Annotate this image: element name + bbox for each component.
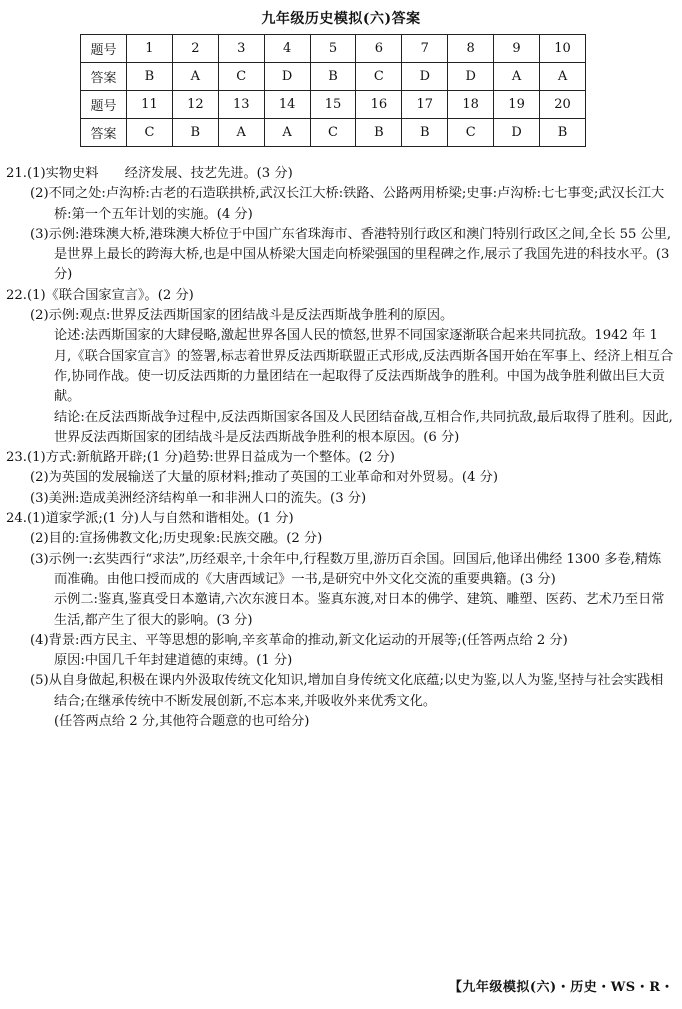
q21-part1: 21.(1)实物史料 经济发展、技艺先进。(3 分): [6, 166, 293, 181]
q24-part5: (5)从自身做起,积极在课内外汲取传统文化知识,增加自身传统文化底蕴;以史为鉴,以人为鉴,坚持与社会实践相结合;在继承传统中不断发展创新,不忘本来,并吸收外来优秀文化。: [30, 673, 664, 709]
answer-table-cell: 13: [218, 91, 264, 119]
answer-table-row: [81, 119, 586, 147]
answer-table-cell: 6: [356, 35, 402, 63]
answer-table-cell: D: [494, 119, 540, 147]
answer-table-cell: 2: [172, 35, 218, 63]
q23-part3: (3)美洲:造成美洲经济结构单一和非洲人口的流失。(3 分): [30, 490, 367, 506]
answer-table-cell: C: [218, 63, 264, 91]
q22-part2: (2)示例:观点:世界反法西斯国家的团结战斗是反法西斯战争胜利的原因。: [30, 308, 454, 324]
answer-content: [6, 164, 674, 732]
q23-part2: (2)为英国的发展输送了大量的原材料;推动了英国的工业革命和对外贸易。(4 分): [30, 470, 498, 486]
answer-table-row-header: 答案: [81, 63, 127, 91]
answer-table: [80, 34, 586, 147]
answer-table-row-header: 题号: [81, 35, 127, 63]
answer-table-cell: A: [218, 119, 264, 147]
answer-table-cell: 10: [540, 35, 586, 63]
answer-table-cell: 17: [402, 91, 448, 119]
answer-table-cell: B: [356, 119, 402, 147]
q24-part3-example1: (3)示例一:玄奘西行“求法”,历经艰辛,十余年中,行程数万里,游历百余国。回国后,他译出佛经 1300 多卷,精炼而准确。由他口授而成的《大唐西域记》一书,是研究中外文化交流的重要典籍。(3 分): [30, 551, 662, 587]
answer-table-cell: 3: [218, 35, 264, 63]
answer-table-cell: 15: [310, 91, 356, 119]
answer-table-cell: 18: [448, 91, 494, 119]
q21-part3: (3)示例:港珠澳大桥,港珠澳大桥位于中国广东省珠海市、香港特别行政区和澳门特别行政区之间,全长 55 公里,是世界上最长的跨海大桥,也是中国从桥梁大国走向桥梁强国的里程碑之作,展示了我国先进的科技水平。(3 分): [30, 226, 672, 283]
answer-table-cell: 4: [264, 35, 310, 63]
answer-table-cell: 1: [127, 35, 173, 63]
answer-table-cell: C: [356, 63, 402, 91]
answer-table-cell: C: [127, 119, 173, 147]
answer-table-row: [81, 91, 586, 119]
answer-table-cell: B: [172, 119, 218, 147]
answer-table-cell: 8: [448, 35, 494, 63]
answer-table-cell: B: [310, 63, 356, 91]
q24-part1: 24.(1)道家学派;(1 分)人与自然和谐相处。(1 分): [6, 511, 294, 527]
q24-scoring-note: (任答两点给 2 分,其他符合题意的也可给分): [54, 714, 310, 730]
answer-table-cell: D: [448, 63, 494, 91]
answer-table-cell: A: [494, 63, 540, 91]
answer-table-cell: A: [172, 63, 218, 91]
answer-table-row: [81, 35, 586, 63]
answer-table-row: [81, 63, 586, 91]
answer-table-cell: 12: [172, 91, 218, 119]
answer-table-cell: 19: [494, 91, 540, 119]
page-footer: 【九年级模拟(六)・历史・WS・R・: [448, 980, 674, 995]
answer-table-cell: 5: [310, 35, 356, 63]
answer-table-cell: C: [448, 119, 494, 147]
answer-table-cell: 16: [356, 91, 402, 119]
q22-conclusion: 结论:在反法西斯战争过程中,反法西斯国家各国及人民团结奋战,互相合作,共同抗敌,最后取得了胜利。因此,世界反法西斯国家的团结战斗是反法西斯战争胜利的根本原因。(6 分): [54, 409, 673, 445]
answer-table-cell: A: [264, 119, 310, 147]
q24-part2: (2)目的:宣扬佛教文化;历史现象:民族交融。(2 分): [30, 531, 323, 547]
q21-part2: (2)不同之处:卢沟桥:古老的石造联拱桥,武汉长江大桥:铁路、公路两用桥梁;史事:卢沟桥:七七事变;武汉长江大桥:第一个五年计划的实施。(4 分): [30, 186, 665, 222]
answer-table-cell: B: [127, 63, 173, 91]
answer-table-cell: B: [540, 119, 586, 147]
answer-table-cell: 7: [402, 35, 448, 63]
answer-table-cell: 11: [127, 91, 173, 119]
answer-table-cell: 14: [264, 91, 310, 119]
answer-table-cell: D: [264, 63, 310, 91]
answer-table-cell: 20: [540, 91, 586, 119]
q24-part4-reason: 原因:中国几千年封建道德的束缚。(1 分): [54, 653, 293, 669]
answer-table-cell: 9: [494, 35, 540, 63]
answer-table-cell: D: [402, 63, 448, 91]
answer-table-row-header: 题号: [81, 91, 127, 119]
answer-table-row-header: 答案: [81, 119, 127, 147]
q23-part1: 23.(1)方式:新航路开辟;(1 分)趋势:世界日益成为一个整体。(2 分): [6, 450, 395, 466]
q22-part1: 22.(1)《联合国家宣言》。(2 分): [6, 287, 194, 303]
q24-part4-background: (4)背景:西方民主、平等思想的影响,辛亥革命的推动,新文化运动的开展等;(任答两点给 2 分): [30, 632, 568, 648]
page-title: 九年级历史模拟(六)答案: [261, 11, 421, 27]
answer-table-cell: B: [402, 119, 448, 147]
answer-table-cell: A: [540, 63, 586, 91]
q22-argument: 论述:法西斯国家的大肆侵略,激起世界各国人民的愤怒,世界不同国家逐渐联合起来共同抗敌。1942 年 1 月,《联合国家宣言》的签署,标志着世界反法西斯联盟正式形成,反法西斯各国开始在军事上、经济上相互合作,协同作战。使一切反法西斯的力量团结在一起取得了反法西斯战争的胜利。中国为战争胜利做出巨大贡献。: [54, 328, 674, 405]
q24-part3-example2: 示例二:鉴真,鉴真受日本邀请,六次东渡日本。鉴真东渡,对日本的佛学、建筑、雕塑、医药、艺术乃至日常生活,都产生了很大的影响。(3 分): [54, 592, 665, 628]
answer-table-cell: C: [310, 119, 356, 147]
